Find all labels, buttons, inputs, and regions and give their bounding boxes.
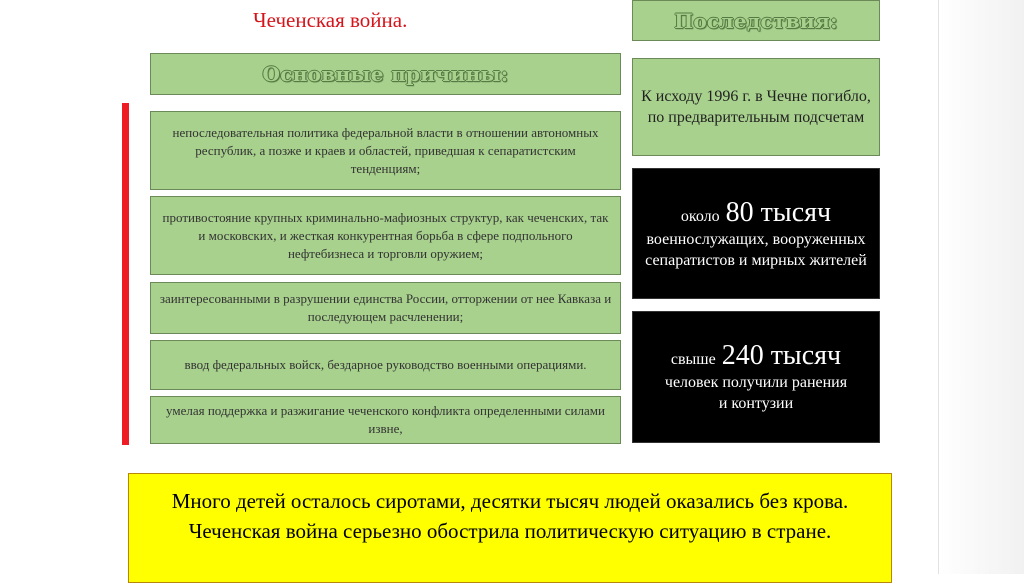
causes-heading-box: [150, 53, 621, 95]
consequences-note: [632, 58, 880, 156]
cause-item-1: непоследовательная политика федеральной власти в отношении автономных республик, а позже и краев и областей, приведшая к сепаратистским тенденциям;: [150, 111, 621, 190]
stat-deaths-prefix: около: [680, 207, 720, 225]
stat-deaths-number: 80 тысяч: [725, 196, 832, 228]
slide-title: Чеченская война.: [253, 8, 408, 32]
cause-item-5: умелая поддержка и разжигание чеченского конфликта определенными силами извне,: [150, 396, 621, 444]
stat-wounded-prefix: свыше: [670, 351, 716, 368]
stat-box-wounded: [632, 311, 880, 443]
stat-deaths-headline: [681, 197, 831, 229]
stat-wounded-headline: [671, 340, 841, 372]
summary-box: [128, 473, 892, 583]
consequences-heading: Последствия:: [674, 8, 838, 33]
stat-wounded-description: человек получили ранения и контузии: [664, 374, 848, 412]
slide-edge-line: [938, 0, 939, 574]
slide-edge: [938, 0, 1024, 574]
causes-heading: Основные причины:: [262, 62, 509, 86]
stat-wounded-number: 240 тысяч: [721, 340, 842, 371]
consequences-note-text: К исходу 1996 г. в Чечне погибло, по предварительным подсчетам: [641, 88, 871, 126]
stat-box-deaths: [632, 168, 880, 299]
stat-deaths-description: военнослужащих, вооруженных сепаратистов и мирных жителей: [645, 230, 867, 269]
consequences-heading-box: [632, 0, 880, 41]
summary-text: Много детей осталось сиротами, десятки тысяч людей оказались без крова. Чеченская война серьезно обострила политическую ситуацию в стране.: [171, 489, 849, 543]
cause-item-4: ввод федеральных войск, бездарное руководство военными операциями.: [150, 340, 621, 390]
cause-item-3: заинтересованными в разрушении единства России, отторжении от нее Кавказа и последующем расчленении;: [150, 282, 621, 334]
cause-item-2: противостояние крупных криминально-мафиозных структур, как чеченских, так и московских, и жесткая конкурентная борьба в сфере подпольного нефтебизнеса и торговли оружием;: [150, 196, 621, 275]
red-accent-bar: [122, 103, 129, 445]
